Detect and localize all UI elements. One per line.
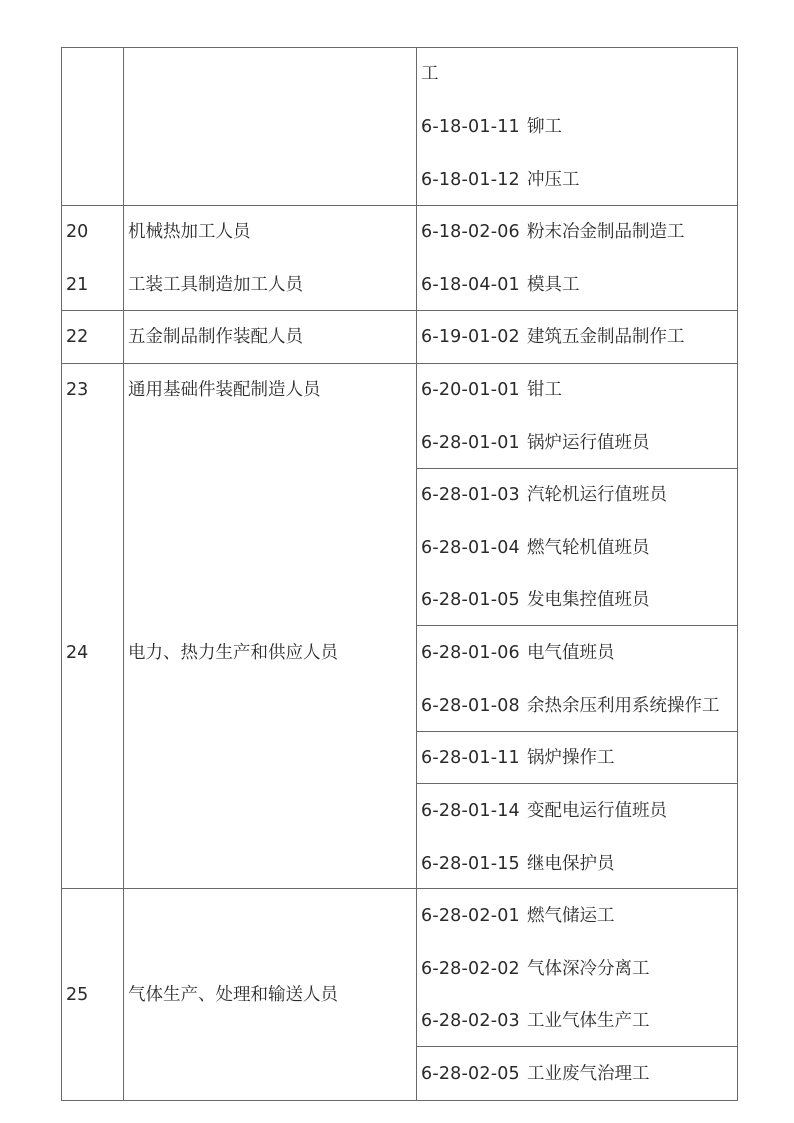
row-separator: [61, 205, 738, 206]
row-separator: [416, 468, 738, 469]
category-name: 机械热加工人员: [128, 222, 251, 242]
occupation-name: 发电集控值班员: [527, 590, 650, 610]
category-name: 工装工具制造加工人员: [128, 275, 303, 295]
row-separator: [61, 310, 738, 311]
occupation-name: 钳工: [527, 380, 562, 400]
occupation-code: 6-28-01-03: [421, 485, 520, 505]
row-separator: [416, 1046, 738, 1047]
occupation-name: 余热余压利用系统操作工: [527, 696, 720, 716]
occupation-name: 模具工: [527, 275, 580, 295]
occupation-code: 6-28-01-06: [421, 643, 520, 663]
row-number: 23: [66, 380, 89, 400]
occupation-code: 6-28-01-15: [421, 854, 520, 874]
occupation-name: 建筑五金制品制作工: [527, 327, 685, 347]
occupation-code: 6-18-01-11: [421, 117, 520, 137]
occupation-name: 工: [421, 64, 439, 84]
row-number: 21: [66, 275, 89, 295]
category-name: 通用基础件装配制造人员: [128, 380, 321, 400]
occupation-name: 锅炉运行值班员: [527, 433, 650, 453]
row-number: 22: [66, 327, 89, 347]
occupation-code: 6-28-02-05: [421, 1064, 520, 1084]
category-name: 五金制品制作装配人员: [128, 327, 303, 347]
row-number: 25: [66, 985, 89, 1005]
occupation-name: 继电保护员: [527, 854, 615, 874]
occupation-code: 6-20-01-01: [421, 380, 520, 400]
row-separator: [416, 731, 738, 732]
occupation-code: 6-28-01-04: [421, 538, 520, 558]
occupation-name: 气体深冷分离工: [527, 959, 650, 979]
occupation-name: 铆工: [527, 117, 562, 137]
occupation-name: 燃气储运工: [527, 906, 615, 926]
occupation-name: 工业废气治理工: [527, 1064, 650, 1084]
occupation-name: 变配电运行值班员: [527, 801, 667, 821]
row-separator: [416, 783, 738, 784]
occupation-name: 冲压工: [527, 170, 580, 190]
occupation-code: 6-28-02-01: [421, 906, 520, 926]
occupation-code: 6-28-01-08: [421, 696, 520, 716]
occupation-code: 6-18-04-01: [421, 275, 520, 295]
occupation-code: 6-18-02-06: [421, 222, 520, 242]
table-border-bottom: [61, 1100, 738, 1101]
occupation-name: 汽轮机运行值班员: [527, 485, 667, 505]
occupation-code: 6-28-01-11: [421, 748, 520, 768]
occupation-name: 燃气轮机值班员: [527, 538, 650, 558]
occupation-code: 6-28-01-01: [421, 433, 520, 453]
row-separator: [61, 363, 738, 364]
row-number: 24: [66, 643, 89, 663]
row-separator: [61, 888, 738, 889]
occupation-name: 粉末冶金制品制造工: [527, 222, 685, 242]
occupation-name: 锅炉操作工: [527, 748, 615, 768]
occupation-name: 电气值班员: [527, 643, 615, 663]
occupation-code: 6-28-01-05: [421, 590, 520, 610]
occupation-code: 6-18-01-12: [421, 170, 520, 190]
occupation-code: 6-19-01-02: [421, 327, 520, 347]
table-border-top: [61, 47, 738, 48]
occupation-name: 工业气体生产工: [527, 1011, 650, 1031]
occupation-code: 6-28-02-03: [421, 1011, 520, 1031]
row-number: 20: [66, 222, 89, 242]
category-name: 气体生产、处理和输送人员: [128, 985, 338, 1005]
row-separator: [416, 625, 738, 626]
category-name: 电力、热力生产和供应人员: [128, 643, 338, 663]
occupation-code: 6-28-02-02: [421, 959, 520, 979]
occupation-code: 6-28-01-14: [421, 801, 520, 821]
